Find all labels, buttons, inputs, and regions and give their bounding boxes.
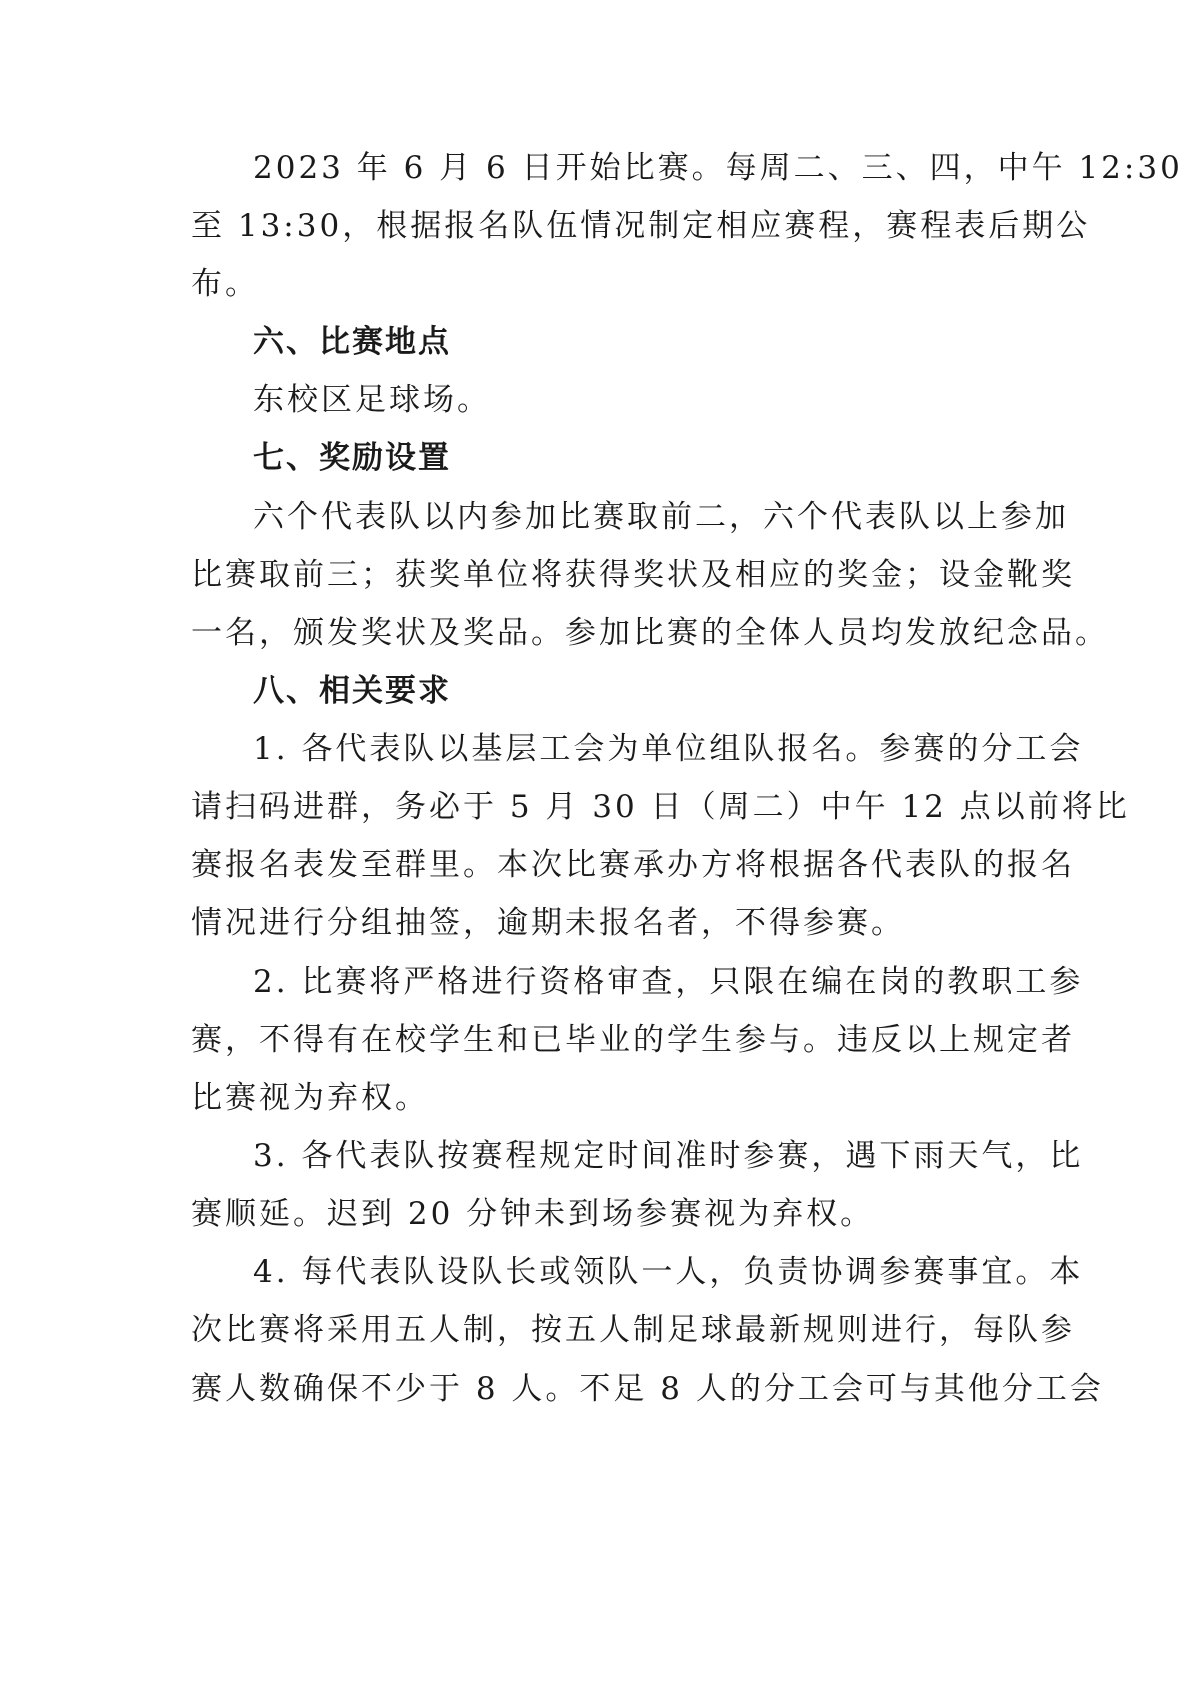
body-line: 比赛视为弃权。 — [191, 1080, 429, 1116]
body-line: 次比赛将采用五人制，按五人制足球最新规则进行，每队参 — [191, 1312, 1075, 1348]
body-line: 比赛取前三；获奖单位将获得奖状及相应的奖金；设金靴奖 — [191, 557, 1075, 593]
section-heading: 七、奖励设置 — [253, 440, 451, 476]
body-line: 赛报名表发至群里。本次比赛承办方将根据各代表队的报名 — [191, 847, 1075, 883]
body-line: 情况进行分组抽签，逾期未报名者，不得参赛。 — [191, 905, 905, 941]
body-line: 赛，不得有在校学生和已毕业的学生参与。违反以上规定者 — [191, 1022, 1075, 1058]
body-line: 赛人数确保不少于 8 人。不足 8 人的分工会可与其他分工会 — [191, 1371, 1104, 1407]
body-line: 东校区足球场。 — [253, 382, 491, 418]
body-line: 2. 比赛将严格进行资格审查，只限在编在岗的教职工参 — [253, 964, 1084, 1000]
section-heading: 六、比赛地点 — [253, 324, 451, 360]
body-line: 一名，颁发奖状及奖品。参加比赛的全体人员均发放纪念品。 — [191, 615, 1109, 651]
body-line: 3. 各代表队按赛程规定时间准时参赛，遇下雨天气，比 — [253, 1138, 1084, 1174]
body-line: 六个代表队以内参加比赛取前二，六个代表队以上参加 — [253, 499, 1069, 535]
body-line: 请扫码进群，务必于 5 月 30 日（周二）中午 12 点以前将比 — [191, 789, 1130, 825]
body-line: 布。 — [191, 266, 259, 302]
body-line: 2023 年 6 月 6 日开始比赛。每周二、三、四，中午 12:30 — [253, 150, 1183, 186]
body-line: 至 13:30，根据报名队伍情况制定相应赛程，赛程表后期公 — [191, 208, 1091, 244]
body-line: 1. 各代表队以基层工会为单位组队报名。参赛的分工会 — [253, 731, 1084, 767]
body-line: 4. 每代表队设队长或领队一人，负责协调参赛事宜。本 — [253, 1254, 1084, 1290]
section-heading: 八、相关要求 — [253, 673, 451, 709]
body-line: 赛顺延。迟到 20 分钟未到场参赛视为弃权。 — [191, 1196, 875, 1232]
